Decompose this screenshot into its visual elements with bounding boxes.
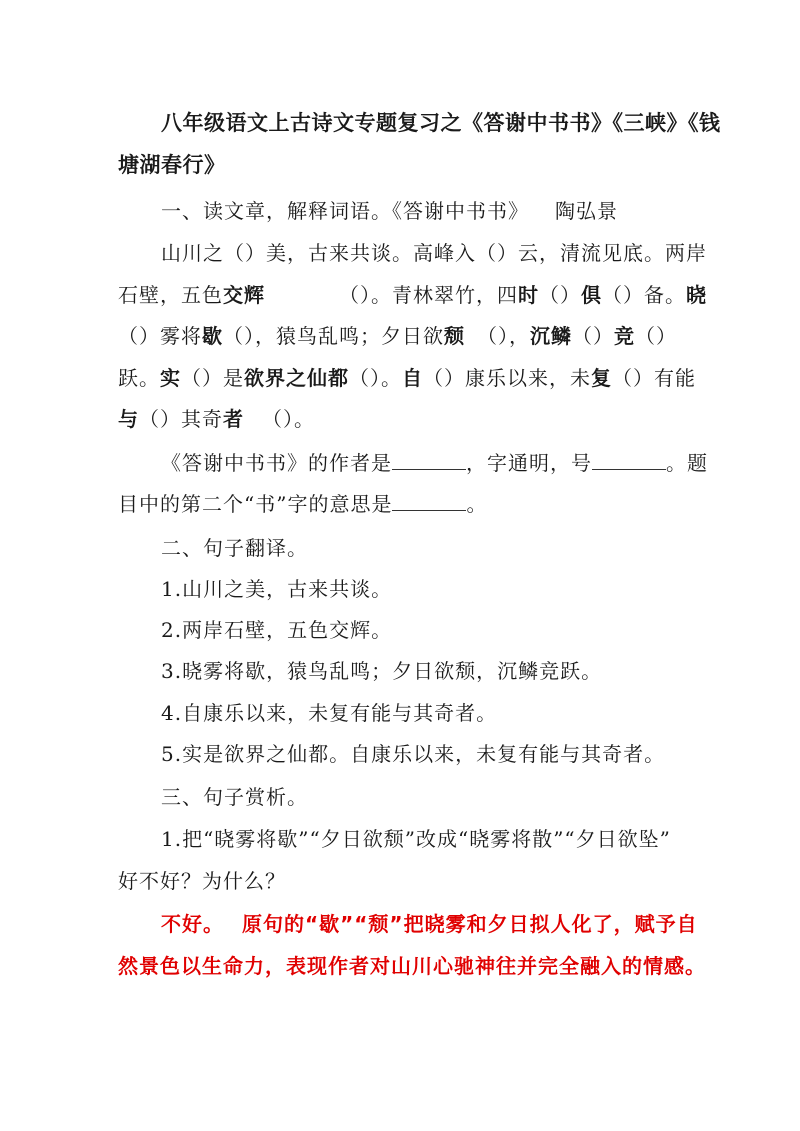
section2-heading: 二、句子翻译。 <box>161 536 308 560</box>
passage-line-2 <box>118 282 707 308</box>
passage-text: （）其奇 <box>139 407 223 431</box>
answer-blank[interactable] <box>392 492 466 511</box>
question-text: ，字通明，号 <box>466 451 592 475</box>
keyword: 与 <box>118 407 139 431</box>
passage-line-1 <box>161 240 707 266</box>
keyword: 欲界之仙都 <box>244 366 349 390</box>
passage-text: （）。青林翠竹，四 <box>339 283 518 307</box>
passage-text: （） <box>539 283 581 307</box>
keyword: 沉鳞 <box>530 324 572 348</box>
section1-heading <box>161 198 618 224</box>
keyword: 歇 <box>202 324 223 348</box>
answer-line-1 <box>161 911 698 937</box>
title-line-1: 八年级语文上古诗文专题复习之《答谢中书书》《三峡》《钱 <box>161 111 721 135</box>
translation-item-2: 2.两岸石壁，五色交辉。 <box>161 618 393 642</box>
passage-text: （） <box>635 324 677 348</box>
passage-line-5 <box>118 406 315 432</box>
keyword: 复 <box>591 366 612 390</box>
passage-text: （）。 <box>262 407 315 431</box>
passage-text: （）是 <box>181 366 244 390</box>
answer-text: 原句的“歇”“颓”把晓雾和夕日拟人化了，赋予自 <box>242 912 698 936</box>
passage-text: （）备。 <box>602 283 686 307</box>
translation-item-1: 1.山川之美，古来共谈。 <box>161 577 393 601</box>
section1-heading-text: 一、读文章，解释词语。《答谢中书书》 <box>161 199 529 223</box>
question-text: 《答谢中书书》的作者是 <box>161 451 392 475</box>
question-text: 目中的第二个“书”字的意思是 <box>118 492 393 516</box>
translation-item-5: 5.实是欲界之仙都。自康乐以来，未复有能与其奇者。 <box>161 742 666 766</box>
passage-line-4 <box>118 365 696 391</box>
keyword: 晓 <box>686 283 707 307</box>
keyword: 竞 <box>614 324 635 348</box>
keyword: 交辉 <box>223 283 265 307</box>
answer-blank[interactable] <box>592 451 666 470</box>
passage-text: 山川之（）美，古来共谈。高峰入（）云，清流见底。两岸 <box>161 241 707 265</box>
keyword: 俱 <box>581 283 602 307</box>
keyword: 颓 <box>444 324 465 348</box>
passage-text: 跃。 <box>118 366 160 390</box>
keyword: 自 <box>402 366 423 390</box>
keyword: 实 <box>160 366 181 390</box>
section1-author: 陶弘景 <box>555 199 618 223</box>
passage-text: （），猿鸟乱鸣；夕日欲 <box>223 324 444 348</box>
passage-line-3 <box>118 323 677 349</box>
title-line-2: 塘湖春行》 <box>118 153 226 177</box>
passage-text: （）雾将 <box>118 324 202 348</box>
answer-line-2: 然景色以生命力，表现作者对山川心驰神往并完全融入的情感。 <box>118 954 706 978</box>
question-text: 。题 <box>666 451 708 475</box>
translation-item-4: 4.自康乐以来，未复有能与其奇者。 <box>161 701 498 725</box>
keyword: 时 <box>518 283 539 307</box>
passage-text: 石壁，五色 <box>118 283 223 307</box>
translation-item-3: 3.晓雾将歇，猿鸟乱鸣；夕日欲颓，沉鳞竞跃。 <box>161 659 603 683</box>
question-text: 。 <box>466 492 488 516</box>
answer-blank[interactable] <box>392 451 466 470</box>
passage-text: （）有能 <box>612 366 696 390</box>
passage-text: （）， <box>477 324 530 348</box>
section3-heading: 三、句子赏析。 <box>161 785 308 809</box>
appreciation-question-line-2: 好不好？为什么？ <box>118 869 286 893</box>
keyword: 者 <box>223 407 244 431</box>
author-question-line-2 <box>118 491 487 517</box>
passage-text: （）。 <box>349 366 402 390</box>
answer-text: 不好。 <box>161 912 224 936</box>
appreciation-question-line-1: 1.把“晓雾将歇”“夕日欲颓”改成“晓雾将散”“夕日欲坠” <box>161 827 671 851</box>
passage-text: （）康乐以来，未 <box>423 366 591 390</box>
passage-text: （） <box>572 324 614 348</box>
author-question-line-1 <box>161 450 708 476</box>
